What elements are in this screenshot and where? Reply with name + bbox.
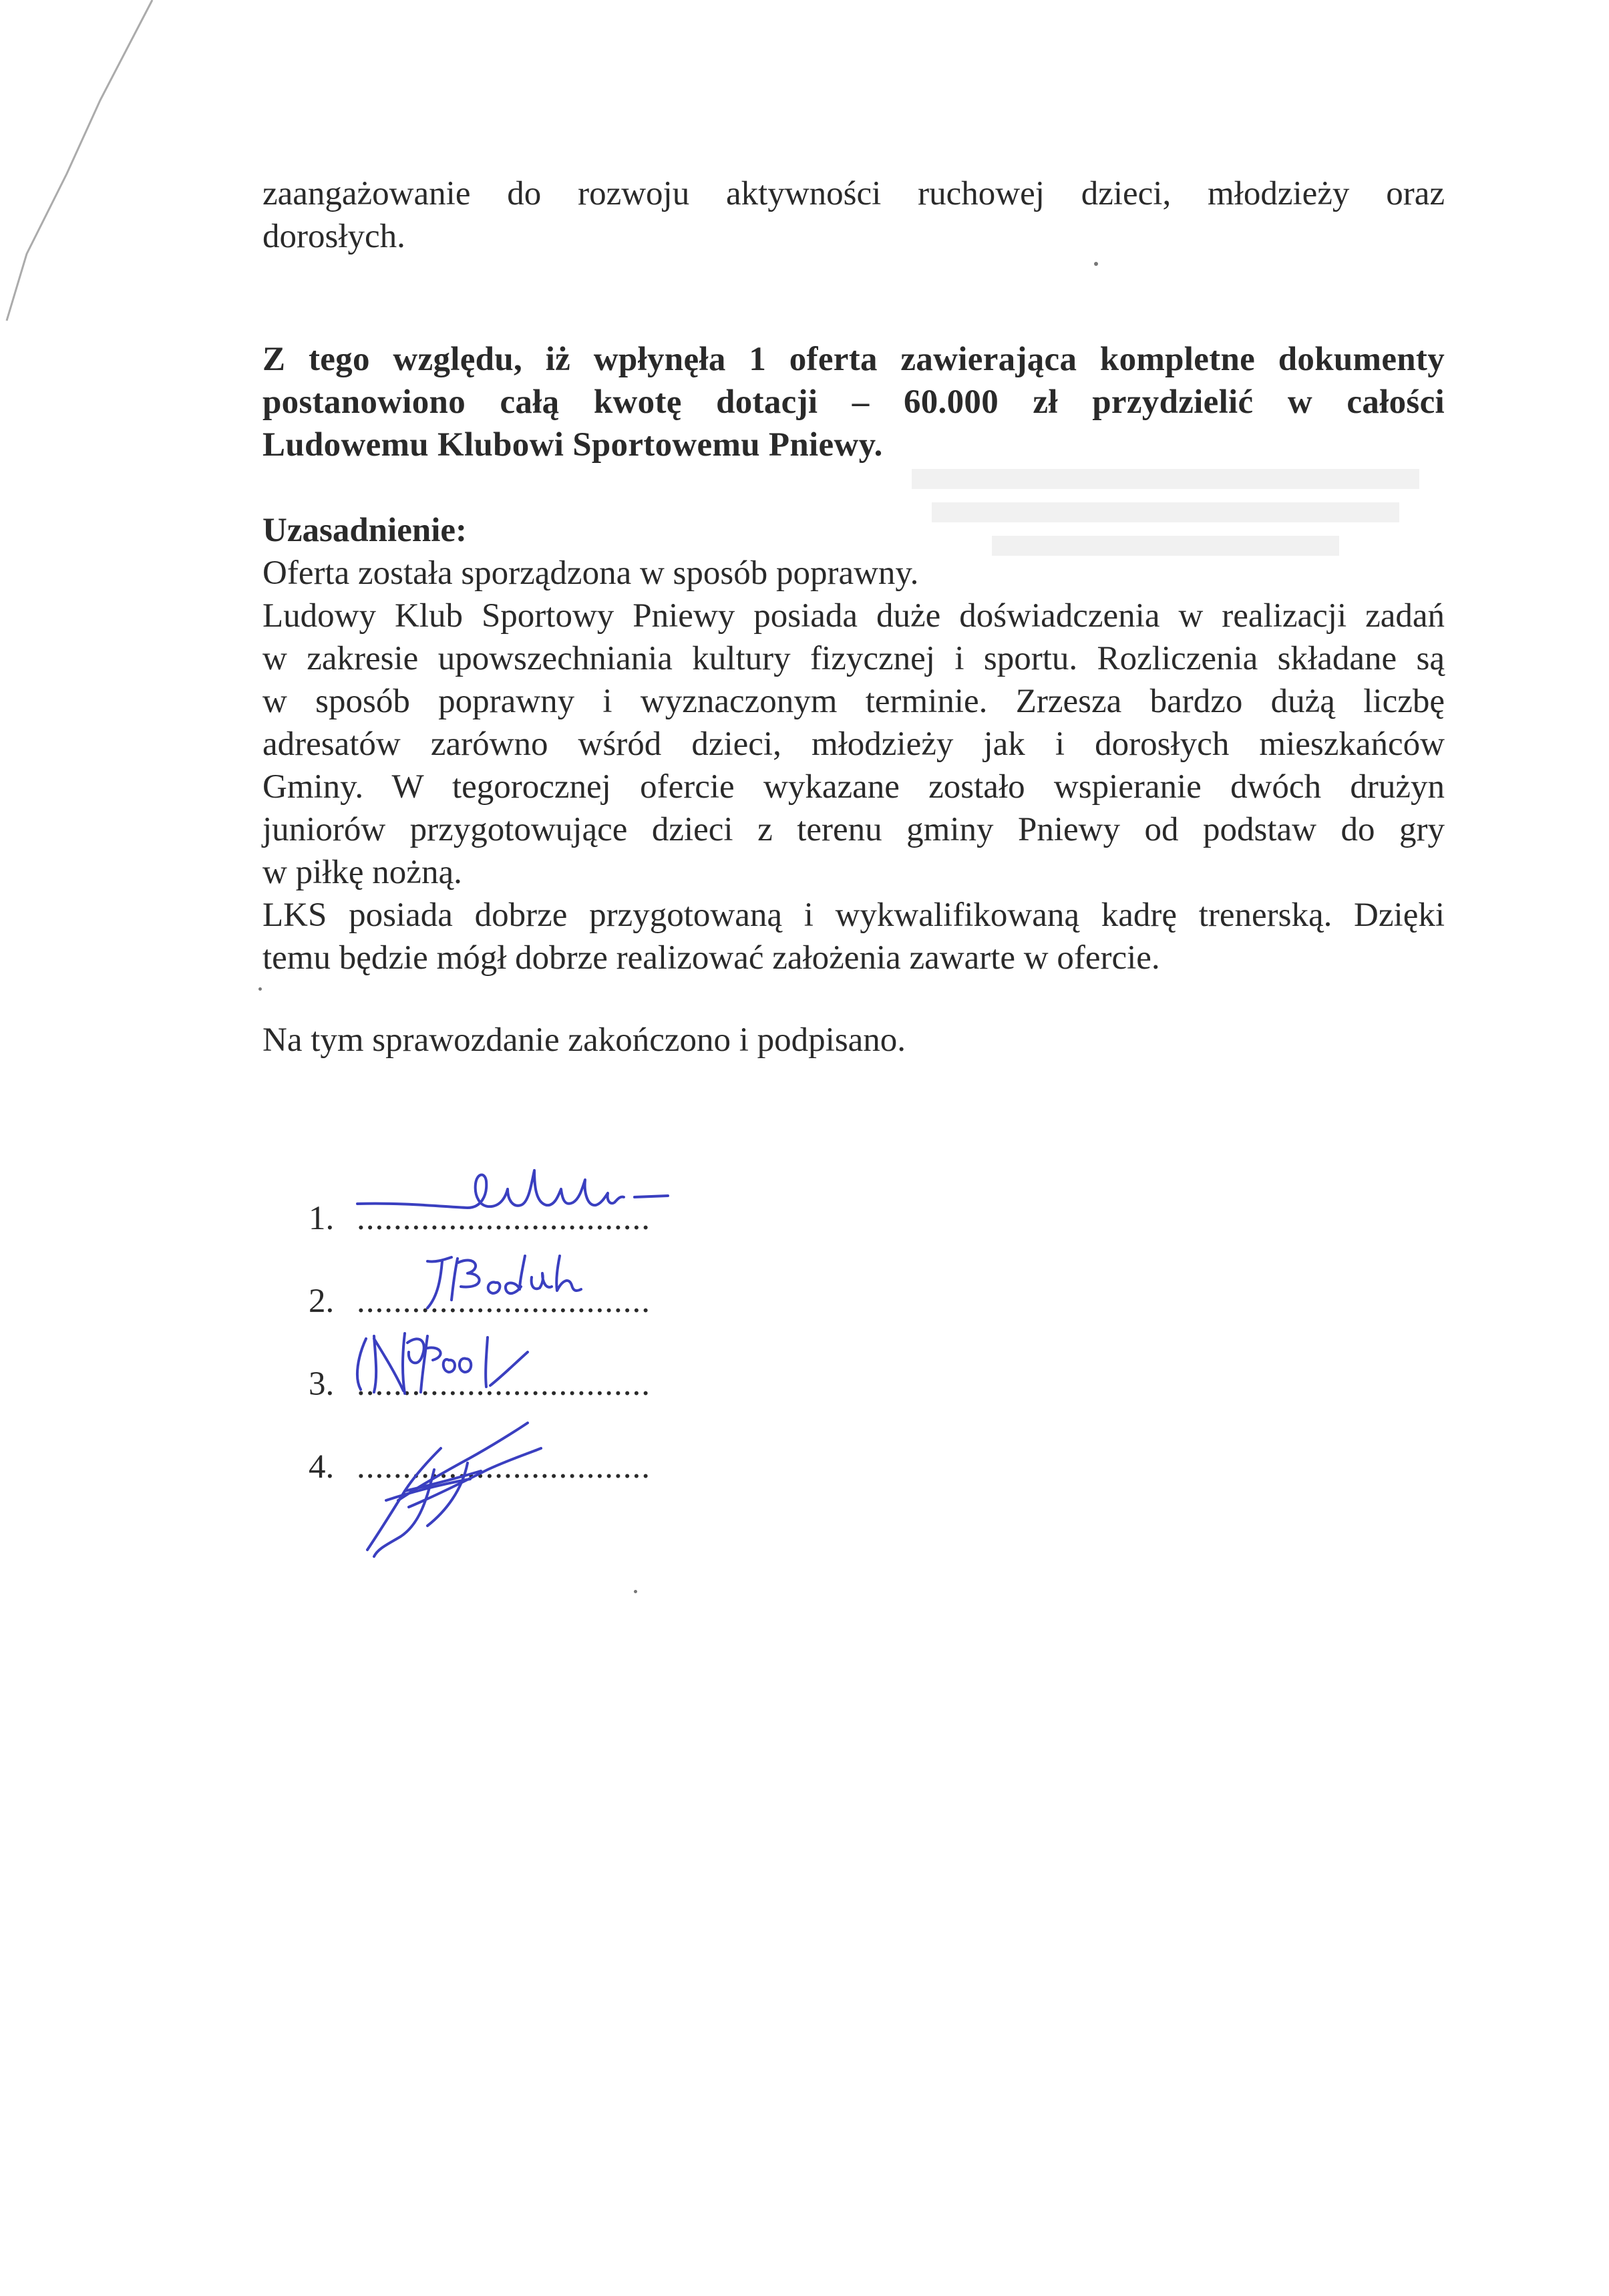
text-line: LKS posiada dobrze przygotowaną i wykwalifikowaną kadrę trenerską. Dzięki xyxy=(262,896,1445,934)
signature-dots: ................................ xyxy=(357,1365,651,1403)
signature-dots: ................................ xyxy=(357,1200,651,1237)
text-line: Ludowy Klub Sportowy Pniewy posiada duże doświadczenia w realizacji zadań xyxy=(262,597,1445,635)
signature-3 xyxy=(357,1333,528,1393)
text-line: juniorów przygotowujące dzieci z terenu gminy Pniewy od podstaw do gry xyxy=(262,811,1445,848)
justification-heading: Uzasadnienie: xyxy=(262,512,467,549)
signature-4 xyxy=(367,1423,541,1556)
text-line: temu będzie mógł dobrze realizować założenia zawarte w ofercie. xyxy=(262,939,1160,977)
signature-number: 2. xyxy=(309,1283,335,1320)
text-line: w sposób poprawny i wyznaczonym terminie. Zrzesza bardzo dużą liczbę xyxy=(262,683,1445,720)
text-line: w zakresie upowszechniania kultury fizycznej i sportu. Rozliczenia składane są xyxy=(262,640,1445,677)
signature-dots: ................................ xyxy=(357,1283,651,1320)
signature-number: 1. xyxy=(309,1200,335,1237)
closing-sentence: Na tym sprawozdanie zakończono i podpisano. xyxy=(262,1021,906,1059)
text-line: Z tego względu, iż wpłynęła 1 oferta zawierająca kompletne dokumenty xyxy=(262,341,1445,378)
signature-number: 4. xyxy=(309,1448,335,1486)
text-line: adresatów zarówno wśród dzieci, młodzieży jak i dorosłych mieszkańców xyxy=(262,725,1445,763)
text-line: Oferta została sporządzona w sposób poprawny. xyxy=(262,554,919,592)
text-line: zaangażowanie do rozwoju aktywności ruchowej dzieci, młodzieży oraz xyxy=(262,175,1445,212)
signature-1 xyxy=(357,1170,668,1208)
signature-number: 3. xyxy=(309,1365,335,1403)
text-line: w piłkę nożną. xyxy=(262,854,462,891)
text-line: Gminy. W tegorocznej ofercie wykazane zostało wspieranie dwóch drużyn xyxy=(262,768,1445,806)
text-line: postanowiono całą kwotę dotacji – 60.000 zł przydzielić w całości xyxy=(262,383,1445,421)
text-line: dorosłych. xyxy=(262,218,405,255)
text-line: Ludowemu Klubowi Sportowemu Pniewy. xyxy=(262,426,883,464)
signature-dots: ................................ xyxy=(357,1448,651,1486)
signature-2 xyxy=(427,1256,581,1308)
scan-speck xyxy=(634,1590,637,1593)
